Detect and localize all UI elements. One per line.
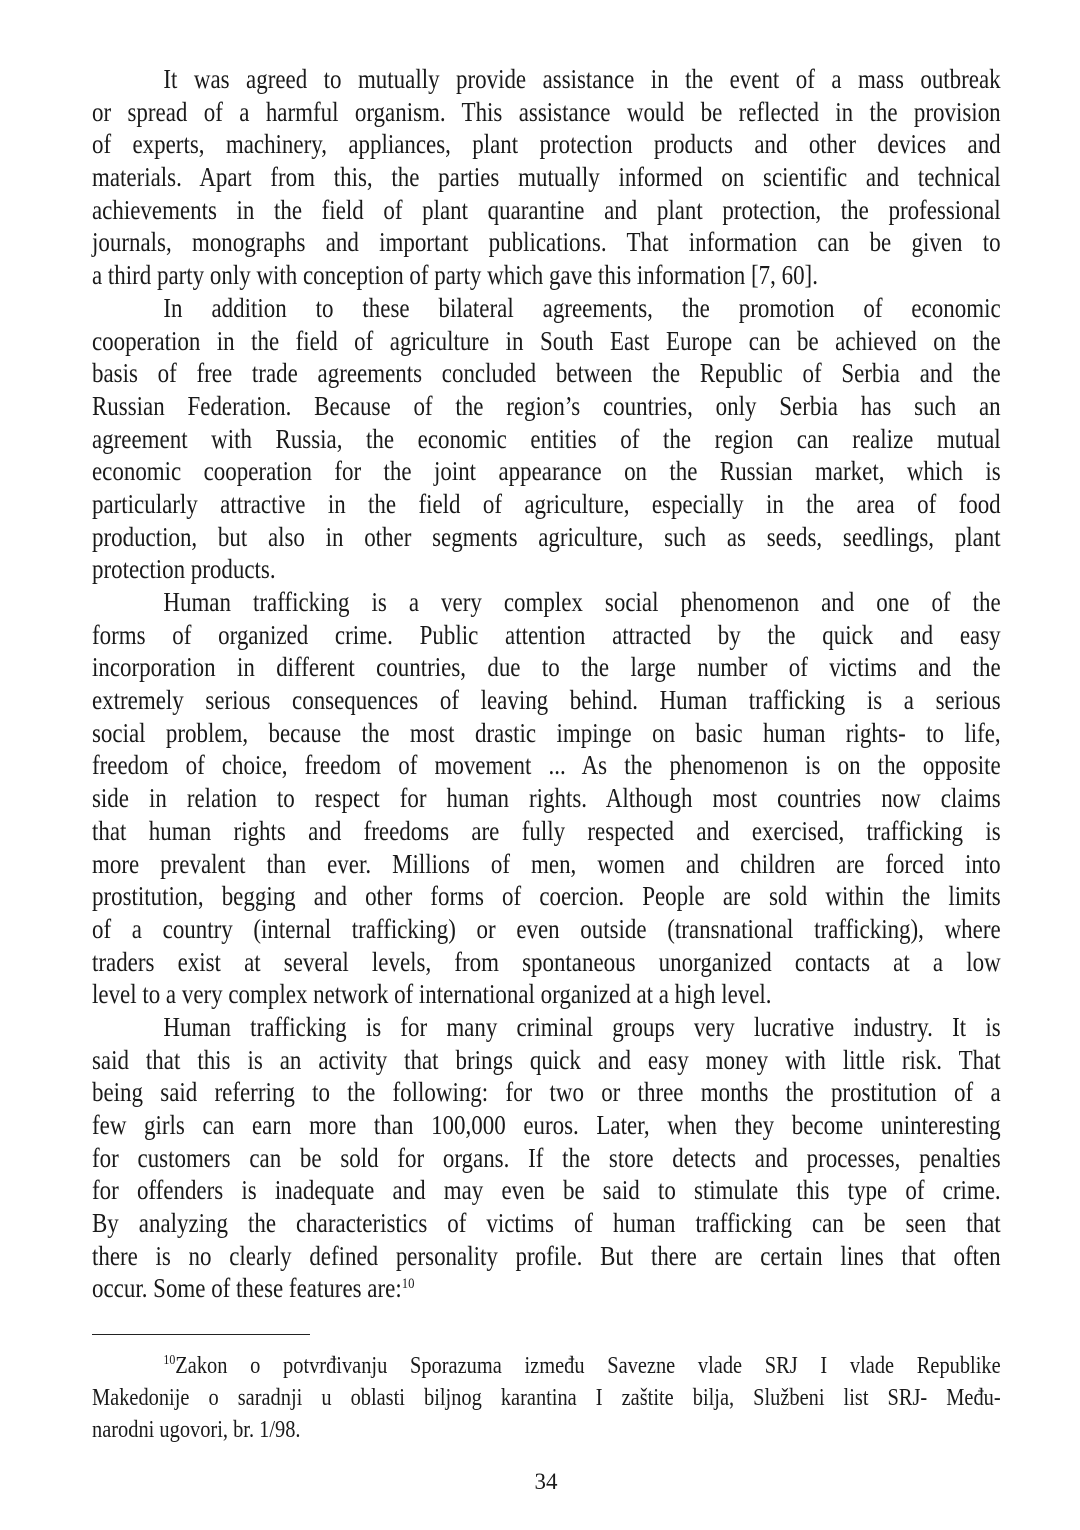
text-line: agreement with Russia, the economic entities of the region can realize mutual	[92, 423, 1001, 454]
body-text	[92, 63, 1001, 1305]
text-line: more prevalent than ever. Millions of men, women and children are forced into	[92, 848, 1001, 879]
text-line: that human rights and freedoms are fully respected and exercised, trafficking is	[92, 815, 1001, 846]
text-line: being said referring to the following: for two or three months the prostitution of a	[92, 1077, 1001, 1108]
text-line: Russian Federation. Because of the region’s countries, only Serbia has such an	[92, 390, 1001, 421]
page-number: 34	[534, 1469, 558, 1494]
text-line: level to a very complex network of international organized at a high level.	[92, 979, 772, 1010]
text-line: Human trafficking is a very complex social phenomenon and one of the	[163, 587, 1001, 617]
text-line: It was agreed to mutually provide assistance in the event of a mass outbreak	[163, 64, 1001, 94]
text-line: occur. Some of these features are:$^{10}$	[92, 1273, 415, 1304]
text-line: there is no clearly defined personality profile. But there are certain lines that often	[92, 1240, 1001, 1271]
text-line: By analyzing the characteristics of victims of human trafficking can be seen that	[92, 1208, 1001, 1239]
paragraph	[92, 1011, 1001, 1305]
text-line: basis of free trade agreements concluded between the Republic of Serbia and the	[92, 358, 1001, 389]
footnote-reference[interactable]: 10	[401, 1276, 415, 1293]
paragraph	[92, 63, 1001, 292]
text-line: incorporation in different countries, due to the large number of victims and the	[92, 652, 1001, 683]
text-line: cooperation in the field of agriculture in South East Europe can be achieved on the	[92, 325, 1001, 356]
text-line: or spread of a harmful organism. This assistance would be reflected in the provision	[92, 96, 1001, 127]
paragraph	[92, 292, 1001, 586]
footnote-text: Zakon o potvrđivanju Sporazuma između Savezne vlade SRJ I vlade Republike	[175, 1353, 1001, 1379]
text-line: side in relation to respect for human rights. Although most countries now claims	[92, 783, 1001, 814]
text-line: extremely serious consequences of leaving behind. Human trafficking is a serious	[92, 685, 1001, 716]
text-line: protection products.	[92, 554, 276, 585]
footnote-separator	[92, 1334, 310, 1335]
text-line: for offenders is inadequate and may even be said to stimulate this type of crime.	[92, 1175, 1001, 1206]
text-line: Human trafficking is for many criminal groups very lucrative industry. It is	[163, 1011, 1001, 1042]
text-line: a third party only with conception of party which gave this information [7, 60].	[92, 260, 818, 291]
text-line: social problem, because the most drastic impinge on basic human rights- to life,	[92, 717, 1001, 748]
text-line: prostitution, begging and other forms of coercion. People are sold within the limits	[92, 881, 1001, 912]
text-line: economic cooperation for the joint appearance on the Russian market, which is	[92, 456, 1001, 487]
footnote-line: Makedonije o saradnji u oblasti biljnog karantina I zaštite bilja, Službeni list SRJ- Među-	[92, 1385, 1001, 1411]
text-line: traders exist at several levels, from spontaneous unorganized contacts at a low	[92, 946, 1001, 977]
text-line: of experts, machinery, appliances, plant protection products and other devices and	[92, 129, 1001, 160]
text-line: for customers can be sold for organs. If the store detects and processes, penalties	[92, 1142, 1001, 1173]
text-line: forms of organized crime. Public attention attracted by the quick and easy	[92, 619, 1001, 650]
text-line: few girls can earn more than 100,000 euros. Later, when they become uninteresting	[92, 1110, 1001, 1140]
text-line: materials. Apart from this, the parties mutually informed on scientific and technical	[92, 162, 1001, 193]
paragraph	[92, 586, 1001, 1011]
footnote-line	[92, 1350, 1001, 1382]
text-line: particularly attractive in the field of agriculture, especially in the area of food	[92, 488, 1001, 519]
text-line: of a country (internal trafficking) or even outside (transnational trafficking), where	[92, 913, 1001, 944]
text-line: journals, monographs and important publications. That information can be given to	[92, 227, 1001, 258]
footnote	[92, 1350, 1001, 1446]
text-line: achievements in the field of plant quarantine and plant protection, the professional	[92, 194, 1001, 225]
text-line: In addition to these bilateral agreements, the promotion of economic	[163, 292, 1001, 323]
text-line: production, but also in other segments agriculture, such as seeds, seedlings, plant	[92, 521, 1001, 552]
footnote-number: 10	[163, 1353, 176, 1368]
footnote-line: narodni ugovori, br. 1/98.	[92, 1417, 301, 1443]
text-line: freedom of choice, freedom of movement ... As the phenomenon is on the opposite	[92, 750, 1001, 781]
text-line: said that this is an activity that brings quick and easy money with little risk. That	[92, 1044, 1001, 1075]
